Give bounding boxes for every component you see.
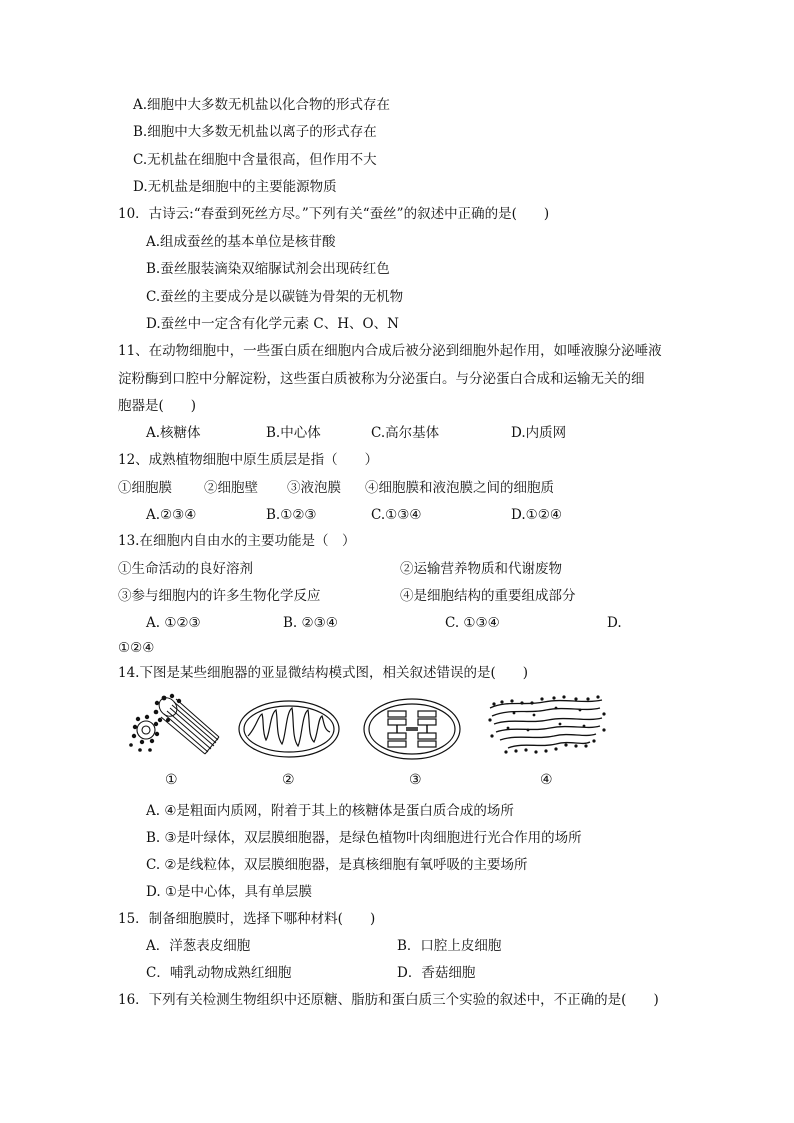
q9-option-a: A.细胞中大多数无机盐以化合物的形式存在 [133,97,391,113]
mitochondrion-figure [236,698,342,760]
q13-option-d-wrap: ①②④ [118,640,155,656]
q11-stem-line-3: 胞器是( ) [118,398,197,414]
rough-er-figure [484,694,608,758]
figure-label-1: ① [165,772,178,788]
q12-option-d: D.①②④ [511,507,562,523]
q13-item-3: ③参与细胞内的许多生物化学反应 [118,588,321,604]
figure-label-3: ③ [409,772,422,788]
q12-item-3: ③液泡膜 [287,480,341,496]
q15-option-a: A．洋葱表皮细胞 [146,938,251,954]
q10-option-a: A.组成蚕丝的基本单位是核苷酸 [146,234,336,250]
q12-item-4: ④细胞膜和液泡膜之间的细胞质 [365,480,554,496]
figure-label-4: ④ [540,772,553,788]
q15-option-b: B．口腔上皮细胞 [397,938,502,954]
q12-option-b: B.①②③ [266,507,317,523]
q11-option-a: A.核糖体 [146,425,201,441]
q14-option-a: A. ④是粗面内质网，附着于其上的核糖体是蛋白质合成的场所 [146,803,514,819]
q12-item-2: ②细胞壁 [204,480,258,496]
q14-stem: 14.下图是某些细胞器的亚显微结构模式图，相关叙述错误的是( ) [118,665,529,681]
q9-option-c: C.无机盐在细胞中含量很高，但作用不大 [133,152,377,168]
q13-option-b: B. ②③④ [283,615,338,631]
q15-option-c: C．哺乳动物成熟红细胞 [146,965,292,981]
q13-item-2: ②运输营养物质和代谢废物 [400,561,562,577]
q14-option-d: D. ①是中心体，具有单层膜 [146,884,313,900]
q12-item-1: ①细胞膜 [118,480,172,496]
q14-option-c: C. ②是线粒体，双层膜细胞器，是真核细胞有氧呼吸的主要场所 [146,857,528,873]
q10-option-b: B.蚕丝服装滴染双缩脲试剂会出现砖红色 [146,261,390,277]
q12-option-c: C.①③④ [371,507,422,523]
figure-label-2: ② [282,772,295,788]
q10-stem: 10．古诗云:“春蚕到死丝方尽。”下列有关“蚕丝”的叙述中正确的是( ) [118,206,550,222]
q13-option-a: A. ①②③ [146,615,201,631]
q15-option-d: D．香菇细胞 [397,965,476,981]
centriole-figure [126,690,222,762]
q12-option-a: A.②③④ [146,507,197,523]
q11-option-b: B.中心体 [266,425,321,441]
q13-stem: 13.在细胞内自由水的主要功能是（ ） [118,533,356,549]
chloroplast-figure [362,697,462,761]
q13-item-4: ④是细胞结构的重要组成部分 [400,588,576,604]
q13-item-1: ①生命活动的良好溶剂 [118,561,253,577]
q9-option-d: D.无机盐是细胞中的主要能源物质 [133,179,337,195]
q9-option-b: B.细胞中大多数无机盐以离子的形式存在 [133,124,377,140]
q16-stem: 16．下列有关检测生物组织中还原糖、脂肪和蛋白质三个实验的叙述中，不正确的是( ) [118,992,659,1008]
q15-stem: 15．制备细胞膜时，选择下哪种材料( ) [118,911,376,927]
q11-stem-line-1: 11、在动物细胞中，一些蛋白质在细胞内合成后被分泌到细胞外起作用，如唾液腺分泌唾液 [118,343,662,359]
q11-option-c: C.高尔基体 [371,425,440,441]
q12-stem: 12、成熟植物细胞中原生质层是指（ ） [118,452,379,468]
q10-option-d: D.蚕丝中一定含有化学元素 C、H、O、N [146,316,399,332]
q13-option-d: D. [607,615,622,631]
q13-option-c: C. ①③④ [445,615,500,631]
q10-option-c: C.蚕丝的主要成分是以碳链为骨架的无机物 [146,289,404,305]
q11-stem-line-2: 淀粉酶到口腔中分解淀粉，这些蛋白质被称为分泌蛋白。与分泌蛋白合成和运输无关的细 [118,371,645,387]
q11-option-d: D.内质网 [511,425,567,441]
q14-option-b: B. ③是叶绿体，双层膜细胞器，是绿色植物叶肉细胞进行光合作用的场所 [146,830,582,846]
